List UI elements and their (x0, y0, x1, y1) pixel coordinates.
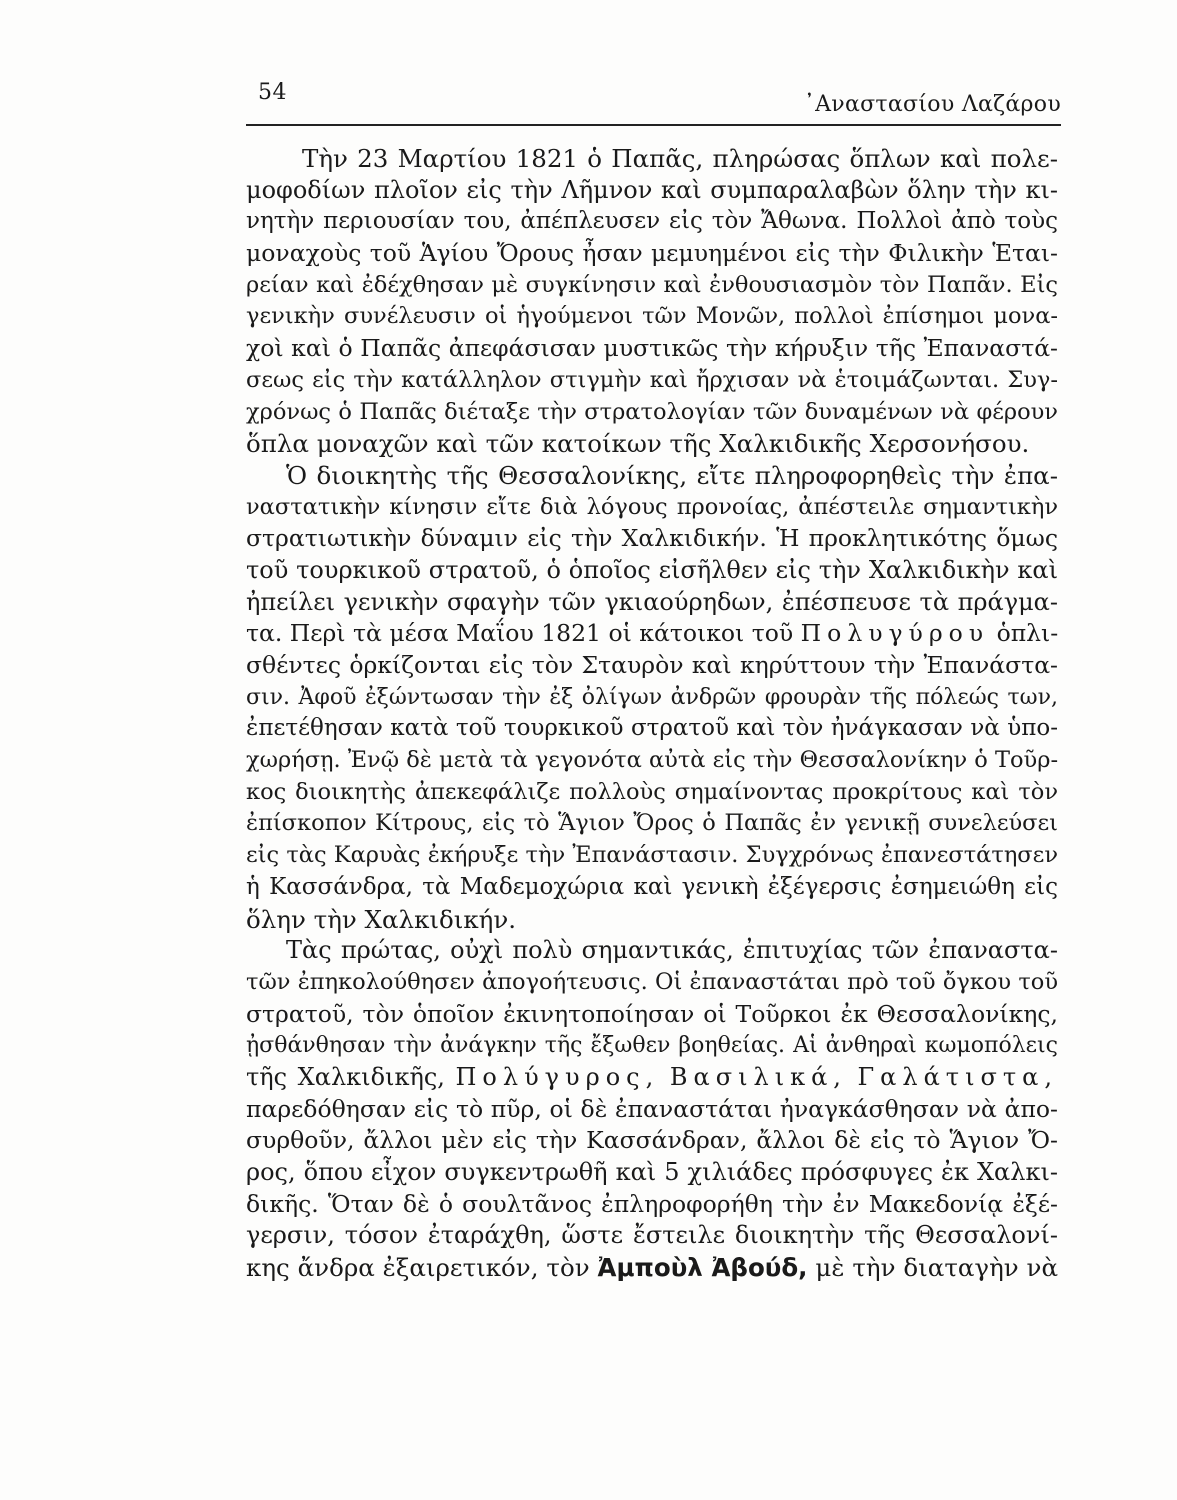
text-line: χρόνως ὁ Παπᾶς διέταξε τὴν στρατολογίαν τῶν δυναμένων νὰ φέρουν (246, 398, 1058, 425)
text-line-composite (246, 1252, 1058, 1284)
page-number: 54 (258, 80, 287, 105)
paragraph-1 (246, 143, 1058, 460)
text-line: Τὴν 23 Μαρτίου 1821 ὁ Παπᾶς, πληρώσας ὅπλων καὶ πολε- (302, 144, 1058, 173)
text-line: ἐπετέθησαν κατὰ τοῦ τουρκικοῦ στρατοῦ καὶ τὸν ἠνάγκασαν νὰ ὑπο- (246, 715, 1058, 742)
running-head: ᾿Αναστασίου Λαζάρου (803, 92, 1061, 117)
text-line: δικῆς. Ὅταν δὲ ὁ σουλτᾶνος ἐπληροφορήθη τὴν ἐν Μακεδονίᾳ ἐξέ- (246, 1189, 1058, 1218)
text-line: στρατοῦ, τὸν ὁποῖον ἐκινητοποίησαν οἱ Τοῦρκοι ἐκ Θεσσαλονίκης, (246, 999, 1058, 1028)
text-line: ρείαν καὶ ἐδέχθησαν μὲ συγκίνησιν καὶ ἐνθουσιασμὸν τὸν Παπᾶν. Εἰς (246, 271, 1058, 298)
text-line: σιν. Ἀφοῦ ἐξώντωσαν τὴν ἐξ ὀλίγων ἀνδρῶν φρουρὰν τῆς πόλεώς των, (246, 684, 1058, 710)
text-line: συρθοῦν, ἄλλοι μὲν εἰς τὴν Κασσάνδραν, ἄλλοι δὲ εἰς τὸ Ἅγιον Ὄ- (246, 1126, 1058, 1155)
text-line: ᾐσθάνθησαν τὴν ἀνάγκην τῆς ἔξωθεν βοηθείας. Αἱ ἀνθηραὶ κωμοπόλεις (246, 1033, 1058, 1059)
text-line: κος διοικητὴς ἀπεκεφάλιζε πολλοὺς σημαίνοντας προκρίτους καὶ τὸν (246, 778, 1058, 805)
spaced-town-name: Βασιλικά, (669, 1062, 847, 1091)
text-line: γερσιν, τόσον ἐταράχθη, ὥστε ἔστειλε διοικητὴν τῆς Θεσσαλονί- (246, 1221, 1058, 1250)
text-segment: τα. Περὶ τὰ μέσα Μαΐου 1821 οἱ κάτοικοι τοῦ (246, 619, 794, 648)
text-segment: ὁπλι- (996, 619, 1059, 648)
text-segment: κης ἄνδρα ἐξαιρετικόν, τὸν (246, 1253, 590, 1283)
text-line: σθέντες ὁρκίζονται εἰς τὸν Σταυρὸν καὶ κηρύττουν τὴν Ἐπανάστα- (246, 651, 1058, 679)
paragraph-3 (246, 935, 1058, 1284)
spaced-place-name: Πολυγύρου (800, 619, 990, 648)
text-line: ὅλην τὴν Χαλκιδικήν. (246, 904, 517, 934)
text-line: στρατιωτικὴν δύναμιν εἰς τὴν Χαλκιδικήν. Ἡ προκλητικότης ὅμως (246, 524, 1058, 553)
bold-person-name: Ἀμποὺλ Ἀβούδ, (597, 1253, 808, 1283)
header-rule (246, 124, 1061, 126)
text-segment: τῆς Χαλκιδικῆς, (246, 1062, 445, 1091)
text-line: χωρήσῃ. Ἐνῷ δὲ μετὰ τὰ γεγονότα αὐτὰ εἰς τὴν Θεσσαλονίκην ὁ Τοῦρ- (246, 747, 1059, 774)
text-line: χοὶ καὶ ὁ Παπᾶς ἀπεφάσισαν μυστικῶς τὴν κήρυξιν τῆς Ἐπαναστά- (246, 334, 1058, 363)
text-line: τῶν ἐπηκολούθησεν ἀπογοήτευσις. Οἱ ἐπαναστάται πρὸ τοῦ ὄγκου τοῦ (246, 968, 1058, 995)
text-line-composite (246, 1062, 1058, 1094)
text-line: Τὰς πρώτας, οὐχὶ πολὺ σημαντικάς, ἐπιτυχίας τῶν ἐπαναστα- (286, 936, 1058, 965)
page-header (246, 74, 1061, 126)
text-line: ἡ Κασσάνδρα, τὰ Μαδεμοχώρια καὶ γενικὴ ἐξέγερσις ἐσημειώθη εἰς (246, 873, 1058, 900)
text-line: ἠπείλει γενικὴν σφαγὴν τῶν γκιαούρηδων, ἐπέσπευσε τὰ πράγμα- (246, 587, 1058, 616)
text-line: παρεδόθησαν εἰς τὸ πῦρ, οἱ δὲ ἐπαναστάται ἠναγκάσθησαν νὰ ἀπο- (246, 1094, 1058, 1123)
text-line: νητὴν περιουσίαν του, ἀπέπλευσεν εἰς τὸν Ἄθωνα. Πολλοὶ ἀπὸ τοὺς (246, 208, 1058, 235)
text-line: εἰς τὰς Καρυὰς ἐκήρυξε τὴν Ἐπανάστασιν. Συγχρόνως ἐπανεστάτησεν (246, 842, 1058, 869)
text-segment: μὲ τὴν διαταγὴν νὰ (815, 1253, 1058, 1283)
text-line: ἐπίσκοπον Κίτρους, εἰς τὸ Ἅγιον Ὄρος ὁ Παπᾶς ἐν γενικῇ συνελεύσει (246, 810, 1058, 837)
paragraph-2 (246, 460, 1058, 935)
spaced-town-name: Γαλάτιστα, (857, 1062, 1058, 1091)
text-line: ναστατικὴν κίνησιν εἴτε διὰ λόγους προνοίας, ἀπέστειλε σημαντικὴν (246, 493, 1058, 520)
text-line: μοναχοὺς τοῦ Ἁγίου Ὄρους ἦσαν μεμυημένοι εἰς τὴν Φιλικὴν Ἑται- (246, 239, 1058, 268)
text-line: μοφοδίων πλοῖον εἰς τὴν Λῆμνον καὶ συμπαραλαβὼν ὅλην τὴν κι- (246, 175, 1058, 204)
text-line: γενικὴν συνέλευσιν οἱ ἡγούμενοι τῶν Μονῶν, πολλοὶ ἐπίσημοι μονα- (246, 303, 1058, 330)
text-line: ὅπλα μοναχῶν καὶ τῶν κατοίκων τῆς Χαλκιδικῆς Χερσονήσου. (246, 429, 1030, 459)
text-line: Ὁ διοικητὴς τῆς Θεσσαλονίκης, εἴτε πληροφορηθεὶς τὴν ἐπα- (286, 460, 1058, 490)
text-line-composite (246, 618, 1058, 650)
body-text (246, 143, 1058, 1284)
text-line: τοῦ τουρκικοῦ στρατοῦ, ὁ ὁποῖος εἰσῆλθεν εἰς τὴν Χαλκιδικὴν καὶ (246, 555, 1058, 584)
text-line: σεως εἰς τὴν κατάλληλον στιγμὴν καὶ ἤρχισαν νὰ ἑτοιμάζωνται. Συγ- (246, 366, 1058, 393)
spaced-town-name: Πολύγυρος, (455, 1062, 660, 1091)
text-line: ρος, ὅπου εἶχον συγκεντρωθῆ καὶ 5 χιλιάδες πρόσφυγες ἐκ Χαλκι- (246, 1158, 1058, 1186)
